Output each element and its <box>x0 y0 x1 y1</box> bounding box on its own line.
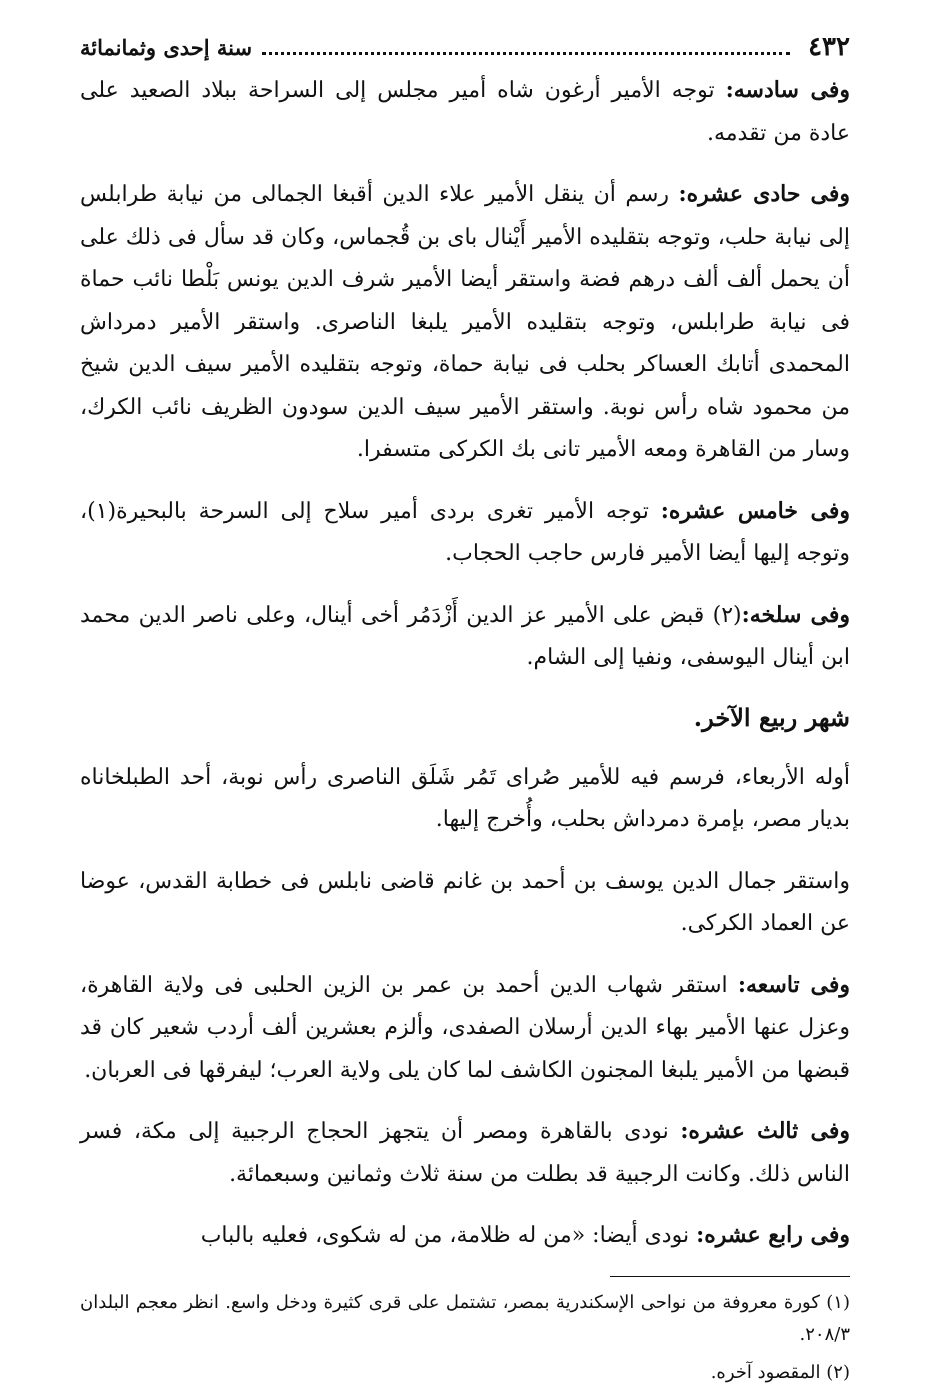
paragraph-text: توجه الأمير تغرى بردى أمير سلاح إلى السرحة بالبحيرة(١)، وتوجه إليها أيضا الأمير فارس حاجب الحجاب. <box>80 498 850 566</box>
date-lead: وفى رابع عشره: <box>696 1222 850 1248</box>
running-title: سنة إحدى وثمانمائة <box>80 35 253 60</box>
paragraph <box>80 860 850 946</box>
paragraph-text: توجه الأمير أرغون شاه أمير مجلس إلى السراحة ببلاد الصعيد على عادة من تقدمه. <box>80 78 850 146</box>
date-lead: وفى حادى عشره: <box>678 181 850 207</box>
paragraph <box>80 1110 850 1196</box>
date-lead: وفى تاسعه: <box>737 971 850 998</box>
paragraph-text: نودى أيضا: «من له ظلامة، من له شكوى، فعليه بالباب <box>200 1223 697 1248</box>
paragraph <box>80 490 850 576</box>
paragraph <box>80 756 850 842</box>
page-number: ٤٣٢ <box>808 32 850 62</box>
date-lead: وفى خامس عشره: <box>660 497 850 524</box>
month-heading: شهر ربيع الآخر. <box>693 702 850 732</box>
date-lead: وفى سادسه: <box>725 77 851 103</box>
document-page <box>80 30 850 1395</box>
paragraph <box>80 594 850 680</box>
paragraph <box>80 69 850 155</box>
paragraph-text: أوله الأربعاء، فرسم فيه للأمير صُراى تَمُر شَلَق الناصرى رأس نوبة، أحد الطبلخاناه بديار مصر، بإمرة دمرداش بحلب، وأُخرج إليها. <box>80 764 850 832</box>
paragraph <box>80 173 850 472</box>
paragraph-text: (٢) قبض على الأمير عز الدين أَزْدَمُر أخى أينال، وعلى ناصر الدين محمد ابن أينال اليوسفى، ونفيا إلى الشام. <box>80 602 850 670</box>
date-lead: وفى ثالث عشره: <box>680 1118 850 1144</box>
paragraph-text: رسم أن ينقل الأمير علاء الدين أقبغا الجمالى من نيابة طرابلس إلى نيابة حلب، وتوجه بتقليده الأمير أَيْنال باى بن قُجماس، وكان قد سأل فى ذلك على أن يحمل ألف ألف درهم فضة واستقر أيضا الأمير شرف الدين يونس بَلْطا نائب حماة فى نيابة طرابلس، وتوجه بتقليده الأمير يلبغا الناصرى. واستقر الأمير دمرداش المحمدى أتابك العساكر بحلب فى نيابة حماة، وتوجه بتقليده الأمير سيف الدين شيخ من محمود شاه رأس نوبة. واستقر الأمير سيف الدين سودون الظريف نائب الكرك، وسار من القاهرة ومعه الأمير تانى بك الكركى متسفرا. <box>80 182 850 462</box>
paragraph-text: استقر شهاب الدين أحمد بن عمر بن الزين الحلبى فى ولاية القاهرة، وعزل عنها الأمير بهاء الدين أرسلان الصفدى، وألزم بعشرين ألف أردب شعير كان قد قبضها من الأمير يلبغا المجنون الكاشف لما كان يلى ولاية العرب؛ ليفرقها فى العربان. <box>80 972 850 1083</box>
paragraph <box>80 964 850 1093</box>
dotted-leader <box>262 52 790 55</box>
paragraph-text: واستقر جمال الدين يوسف بن أحمد بن غانم قاضى نابلس فى خطابة القدس، عوضا عن العماد الكركى. <box>80 868 850 936</box>
footnote: (٢) المقصود آخره. <box>710 1361 850 1383</box>
footnote: (١) كورة معروفة من نواحى الإسكندرية بمصر، تشتمل على قرى كثيرة ودخل واسع. انظر معجم البلدان ٢٠٨/٣. <box>80 1291 850 1345</box>
date-lead: وفى سلخه: <box>741 601 850 628</box>
page-header <box>80 30 850 65</box>
footnote-separator <box>610 1276 850 1277</box>
paragraph <box>80 1214 850 1258</box>
paragraph-text: نودى بالقاهرة ومصر أن يتجهز الحجاج الرجبية إلى مكة، فسر الناس ذلك. وكانت الرجبية قد بطلت من سنة ثلاث وثمانين وسبعمائة. <box>80 1119 850 1187</box>
